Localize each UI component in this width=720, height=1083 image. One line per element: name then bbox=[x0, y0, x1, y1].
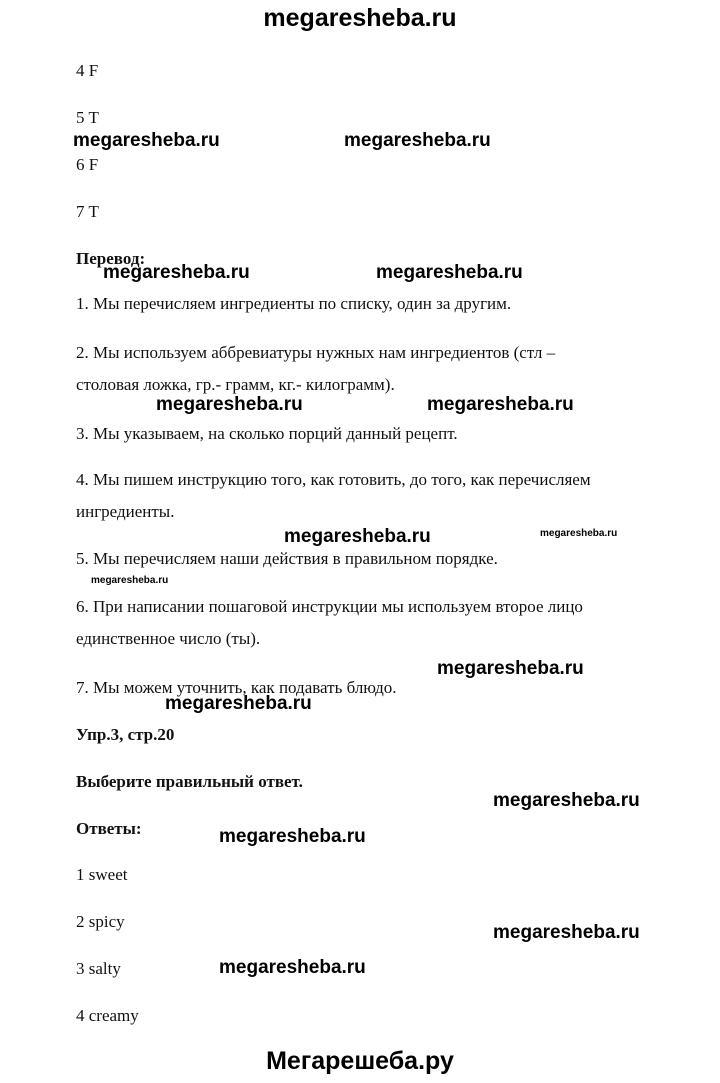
exercise-task: Выберите правильный ответ. bbox=[76, 772, 303, 791]
watermark: megaresheba.ru bbox=[437, 658, 584, 679]
translation-line: 5. Мы перечисляем наши действия в правильном порядке. bbox=[76, 549, 498, 568]
answers-heading: Ответы: bbox=[76, 819, 142, 838]
site-header[interactable]: megaresheba.ru bbox=[263, 4, 457, 32]
site-footer[interactable]: Мегарешеба.ру bbox=[266, 1047, 454, 1075]
translation-line: 7. Мы можем уточнить, как подавать блюдо. bbox=[76, 678, 397, 697]
answer-line: 4 F bbox=[76, 61, 99, 80]
translation-line: 2. Мы используем аббревиатуры нужных нам ингредиентов (стл – bbox=[76, 343, 556, 362]
answer-item: 3 salty bbox=[76, 959, 121, 978]
watermark: megaresheba.ru bbox=[219, 826, 366, 847]
answer-item: 1 sweet bbox=[76, 865, 128, 884]
watermark: megaresheba.ru bbox=[165, 693, 312, 714]
translation-line: 6. При написании пошаговой инструкции мы используем второе лицо bbox=[76, 597, 583, 616]
answer-item: 4 creamy bbox=[76, 1006, 139, 1025]
watermark: megaresheba.ru bbox=[493, 790, 640, 811]
translation-line: ингредиенты. bbox=[76, 502, 175, 521]
exercise-title: Упр.3, стр.20 bbox=[76, 725, 175, 744]
watermark: megaresheba.ru bbox=[540, 528, 618, 539]
watermark: megaresheba.ru bbox=[91, 575, 169, 586]
translation-line: 1. Мы перечисляем ингредиенты по списку, один за другим. bbox=[76, 294, 512, 313]
watermark: megaresheba.ru bbox=[344, 130, 491, 151]
watermark: megaresheba.ru bbox=[493, 922, 640, 943]
translation-line: единственное число (ты). bbox=[76, 629, 261, 648]
watermark: megaresheba.ru bbox=[219, 957, 366, 978]
answer-line: 6 F bbox=[76, 155, 99, 174]
answer-line: 5 T bbox=[76, 108, 99, 127]
translation-heading: Перевод: bbox=[76, 249, 146, 268]
translation-line: 3. Мы указываем, на сколько порций данный рецепт. bbox=[76, 424, 458, 443]
watermark: megaresheba.ru bbox=[156, 394, 303, 415]
watermark: megaresheba.ru bbox=[103, 262, 250, 283]
watermark: megaresheba.ru bbox=[376, 262, 523, 283]
answer-line: 7 T bbox=[76, 202, 99, 221]
translation-line: 4. Мы пишем инструкцию того, как готовить, до того, как перечисляем bbox=[76, 470, 591, 489]
translation-line: столовая ложка, гр.- грамм, кг.- килограмм). bbox=[76, 375, 395, 394]
watermark: megaresheba.ru bbox=[284, 526, 431, 547]
answer-item: 2 spicy bbox=[76, 912, 125, 931]
watermark: megaresheba.ru bbox=[73, 130, 220, 151]
watermark: megaresheba.ru bbox=[427, 394, 574, 415]
